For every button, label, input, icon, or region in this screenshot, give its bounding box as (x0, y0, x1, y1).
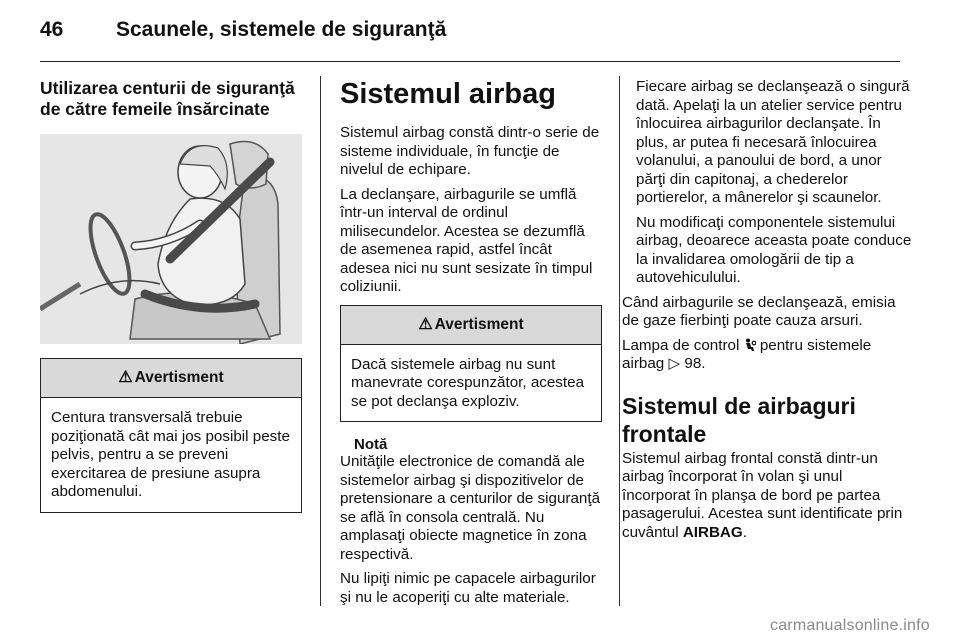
warning-title: Avertisment (434, 315, 524, 333)
header-divider (40, 61, 900, 62)
warning-box (340, 305, 602, 423)
section-subheading: Utilizarea centurii de siguranţă de către femeile însărcinate (40, 78, 295, 119)
paragraph-frontal (622, 450, 912, 543)
page-title: Scaunele, sistemele de siguranţă (116, 18, 447, 41)
warning-text: Centura transversală trebuie poziţionată cât mai jos posibil peste pelvis, pentru a se preveni exercitarea de presiune asupra abdomenului. (51, 409, 290, 500)
warning-box (40, 358, 302, 513)
control-lamp-text: pentru sistemele airbag (622, 336, 872, 372)
seatbelt-drawing (40, 134, 302, 344)
frontal-text: Sistemul airbag frontal constă dintr-un airbag încorporat în volan şi unul încorporat în planşa de bord pe partea pasagerului. Acestea sunt identificate prin cuvântul (622, 449, 903, 541)
section-heading-airbag: Sistemul airbag (340, 78, 556, 110)
warning-body (341, 345, 601, 422)
section-heading-frontal-airbags: Sistemul de airbaguri frontale (622, 392, 856, 447)
note-paragraph: Unităţile electronice de comandă ale sistemelor airbag şi dispozitivelor de pretensionare a centurilor de siguranţă se află în consola centrală. Nu amplasaţi obiecte magnetice în zona respectivă. (340, 453, 601, 563)
paragraph: Când airbagurile se declanşează, emisia de gaze fierbinţi poate cauza arsuri. (622, 293, 896, 329)
page-number: 46 (40, 18, 64, 41)
warning-body (41, 398, 301, 512)
indented-block (622, 78, 912, 288)
warning-text: Dacă sistemele airbag nu sunt manevrate corespunzător, acestea se pot declanşa exploziv. (351, 355, 585, 410)
page-reference[interactable]: 98. (684, 355, 706, 372)
column-divider-right (619, 76, 620, 606)
paragraph: Sistemul airbag constă dintr-o serie de sisteme individuale, în funcţie de nivelul de echipare. (340, 124, 600, 178)
paragraph: La declanşare, airbagurile se umflă într-un interval de ordinul milisecundelor. Acestea se dezumflă de asemenea rapid, astfel încât adesea nici nu sunt sesizate în timpul coliziunii. (340, 185, 593, 295)
pregnant-seatbelt-illustration (40, 134, 302, 344)
column-3 (622, 78, 912, 548)
note-paragraph: Nu lipiţi nimic pe capacele airbagurilor şi nu le acoperiţi cu alte materiale. (340, 570, 596, 606)
triangle-right-icon: ▷ (668, 355, 681, 372)
frontal-text-end: . (742, 523, 747, 541)
paragraph: Nu modificaţi componentele sistemului airbag, deoarece aceasta poate conduce la invalidarea omologării de tip a autovehiculului. (636, 213, 912, 286)
column-2 (340, 78, 602, 613)
warning-header (341, 306, 601, 345)
airbag-keyword: AIRBAG (682, 523, 743, 541)
control-lamp-text: Lampa de control (622, 336, 740, 354)
column-divider-left (320, 76, 321, 606)
airbag-warning-icon (744, 337, 760, 354)
watermark: carmanualsonline.info (770, 617, 930, 634)
column-1 (40, 78, 302, 527)
warning-triangle-icon: ⚠ (418, 315, 433, 333)
note-title: Notă (354, 436, 388, 453)
warning-header (41, 359, 301, 398)
page-header (40, 14, 900, 44)
paragraph: Fiecare airbag se declanşează o singură dată. Apelaţi la un atelier service pentru înlocuirea airbagurilor declanşate. În plus, ar putea fi necesară înlocuirea volanului, a panoului de bord, a unor părţi din capitonaj, a chederelor portierelor, a mânerelor şi scaunelor. (636, 78, 910, 206)
paragraph-control-lamp (622, 337, 912, 374)
warning-triangle-icon: ⚠ (118, 369, 133, 386)
warning-title: Avertisment (134, 369, 224, 386)
note-block (340, 436, 602, 607)
